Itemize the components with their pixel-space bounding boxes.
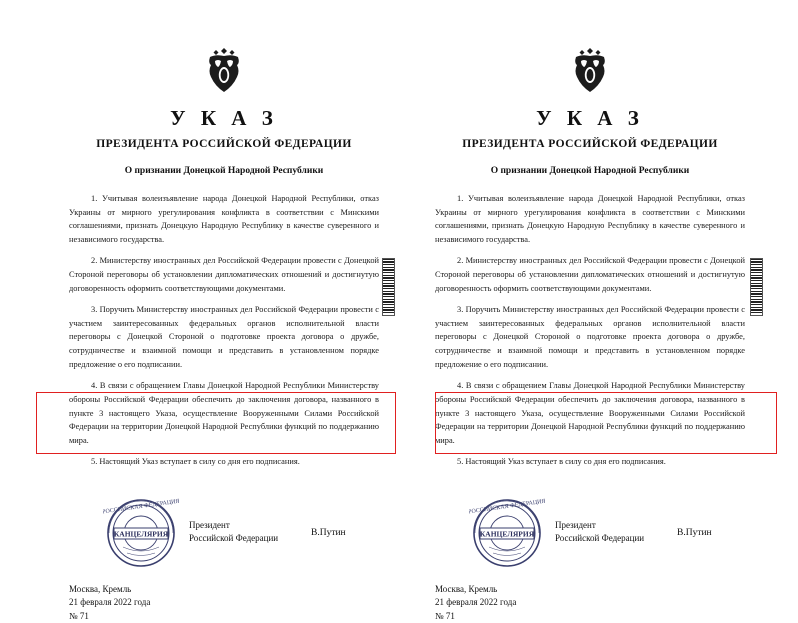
stamp-text: КАНЦЕЛЯРИЯ <box>113 529 169 539</box>
document-about-line: О признании Донецкой Народной Республики <box>490 166 690 176</box>
official-stamp <box>103 495 179 571</box>
vertical-barcode <box>750 258 763 316</box>
page-title: У К А З <box>536 106 644 130</box>
paragraph-3: 3. Поручить Министерству иностранных дел Российской Федерации провести с участием заинтересованных федеральных органов исполнительной власти переговоры с Донецкой Стороной о подготовке проекта договора о дружбе, сотрудничестве и взаимной помощи и представить в установленном порядке предложение о его подписании. <box>69 305 379 369</box>
document-subtitle: ПРЕЗИДЕНТА РОССИЙСКОЙ ФЕДЕРАЦИИ <box>96 138 352 150</box>
signature-title-line2: Российской Федерации <box>189 533 279 544</box>
svg-text:РОССИЙСКАЯ ФЕДЕРАЦИЯ: РОССИЙСКАЯ ФЕДЕРАЦИЯ <box>469 498 545 516</box>
paragraph-5: 5. Настоящий Указ вступает в силу со дня его подписания. <box>457 457 666 467</box>
paragraph-5: 5. Настоящий Указ вступает в силу со дня его подписания. <box>91 457 300 467</box>
signature-title-line2: Российской Федерации <box>555 533 645 544</box>
signature-area <box>435 495 745 581</box>
stamp-text: КАНЦЕЛЯРИЯ <box>479 529 535 539</box>
document-subtitle: ПРЕЗИДЕНТА РОССИЙСКОЙ ФЕДЕРАЦИИ <box>462 138 718 150</box>
svg-text:РОССИЙСКАЯ ФЕДЕРАЦИЯ: РОССИЙСКАЯ ФЕДЕРАЦИЯ <box>103 498 179 516</box>
footer-number: № 71 <box>435 610 455 621</box>
paragraph-4-highlighted: 4. В связи с обращением Главы Донецкой Народной Республики Министерству обороны Российской Федерации обеспечить до заключения договора, названного в пункте 3 настоящего Указа, осуществление Вооруженными Силами Российской Федерации на территории Донецкой Народной Республики функций по поддержанию мира. <box>69 381 379 445</box>
signature-title-line1: Президент <box>555 519 596 530</box>
vertical-barcode <box>382 258 395 316</box>
signature-title <box>555 519 644 545</box>
signature-area <box>69 495 379 581</box>
paragraph-2: 2. Министерству иностранных дел Российской Федерации провести с Донецкой Стороной переговоры об установлении дипломатических отношений и достигнутую договоренность оформить соответствующими документами. <box>69 256 379 293</box>
document-footer <box>69 583 379 623</box>
signature-title <box>189 519 278 545</box>
paragraph-4-highlighted: 4. В связи с обращением Главы Донецкой Народной Республики Министерству обороны Российской Федерации обеспечить до заключения договора, названного в пункте 3 настоящего Указа, осуществление Вооруженными Силами Российской Федерации на территории Донецкой Народной Республики функций по поддержанию мира. <box>435 381 745 445</box>
paragraph-1: 1. Учитывая волеизъявление народа Донецкой Народной Республики, отказ Украины от мирного урегулирования конфликта в соответствии с Минскими соглашениями, признать Донецкую Народную Республику в качестве суверенного и независимого государства. <box>69 194 379 244</box>
footer-date: 21 февраля 2022 года <box>69 597 151 608</box>
paragraph-2: 2. Министерству иностранных дел Российской Федерации провести с Донецкой Стороной переговоры об установлении дипломатических отношений и достигнутую договоренность оформить соответствующими документами. <box>435 256 745 293</box>
official-stamp <box>469 495 545 571</box>
document-copy-right <box>399 0 769 621</box>
signature-name: В.Путин <box>311 527 346 538</box>
footer-date: 21 февраля 2022 года <box>435 597 517 608</box>
document-copy-left <box>29 0 399 621</box>
footer-place: Москва, Кремль <box>435 583 498 594</box>
document-about-line: О признании Донецкой Народной Республики <box>124 166 324 176</box>
signature-title-line1: Президент <box>189 519 230 530</box>
signature-name: В.Путин <box>677 527 712 538</box>
page-title: У К А З <box>170 106 278 130</box>
russian-coat-of-arms-icon <box>435 46 745 96</box>
footer-number: № 71 <box>69 610 89 621</box>
paragraph-3: 3. Поручить Министерству иностранных дел Российской Федерации провести с участием заинтересованных федеральных органов исполнительной власти переговоры с Донецкой Стороной о подготовке проекта договора о дружбе, сотрудничестве и взаимной помощи и представить в установленном порядке предложение о его подписании. <box>435 305 745 369</box>
footer-place: Москва, Кремль <box>69 583 132 594</box>
paragraph-1: 1. Учитывая волеизъявление народа Донецкой Народной Республики, отказ Украины от мирного урегулирования конфликта в соответствии с Минскими соглашениями, признать Донецкую Народную Республику в качестве суверенного и независимого государства. <box>435 194 745 244</box>
document-footer <box>435 583 745 623</box>
russian-coat-of-arms-icon <box>69 46 379 96</box>
